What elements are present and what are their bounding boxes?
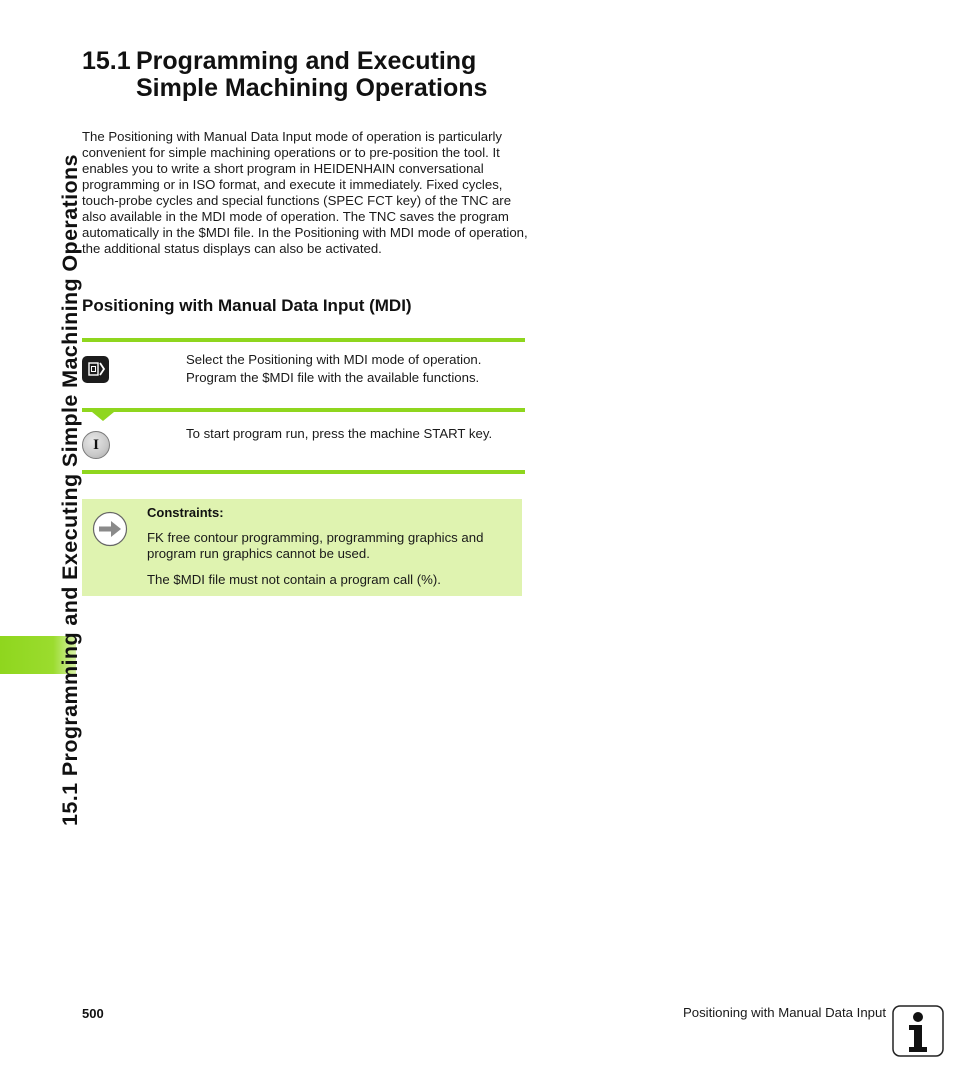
chapter-title xyxy=(82,48,487,102)
constraints-note xyxy=(82,499,522,596)
mdi-mode-key-icon xyxy=(82,356,109,383)
step-1-line1: Select the Positioning with MDI mode of operation. xyxy=(186,352,482,367)
step-1-line2: Program the $MDI file with the available functions. xyxy=(186,370,480,385)
chapter-title-line2: Simple Machining Operations xyxy=(136,74,488,102)
vertical-chapter-title: 15.1 Programming and Executing Simple Machining Operations xyxy=(58,154,82,826)
page-number: 500 xyxy=(82,1006,104,1021)
step-divider-top xyxy=(82,338,525,342)
intro-paragraph: The Positioning with Manual Data Input mode of operation is particularly convenient for simple machining operations or to pre-position the tool. It enables you to write a short program in HEIDENHAIN conversational programming or in ISO format, and execute it immediately. Fixed cycles, touch-probe cycles and special functions (SPEC FCT key) of the TNC are also available in the MDI mode of operation. The TNC saves the program automatically in the $MDI file. In the Positioning with MDI mode of operation, the additional status displays can also be activated. xyxy=(82,129,528,256)
step-divider-bottom xyxy=(82,470,525,474)
note-paragraph-1: FK free contour programming, programming graphics and program run graphics cannot be used. xyxy=(147,530,484,561)
step-2-text: To start program run, press the machine START key. xyxy=(186,426,493,441)
note-title: Constraints: xyxy=(147,505,224,520)
machine-start-key-icon: I xyxy=(82,431,110,459)
step-divider-middle xyxy=(82,408,525,412)
step-divider-arrow xyxy=(92,412,114,421)
step-1-text xyxy=(186,351,531,387)
note-paragraph-2: The $MDI file must not contain a program call (%). xyxy=(147,572,441,587)
info-icon xyxy=(892,1005,944,1057)
arrow-right-circle-icon xyxy=(92,511,128,547)
footer-section-title: Positioning with Manual Data Input xyxy=(682,1005,886,1020)
section-heading: Positioning with Manual Data Input (MDI) xyxy=(82,296,412,315)
chapter-title-line1: Programming and Executing xyxy=(136,47,477,75)
chapter-number: 15.1 xyxy=(82,47,131,75)
